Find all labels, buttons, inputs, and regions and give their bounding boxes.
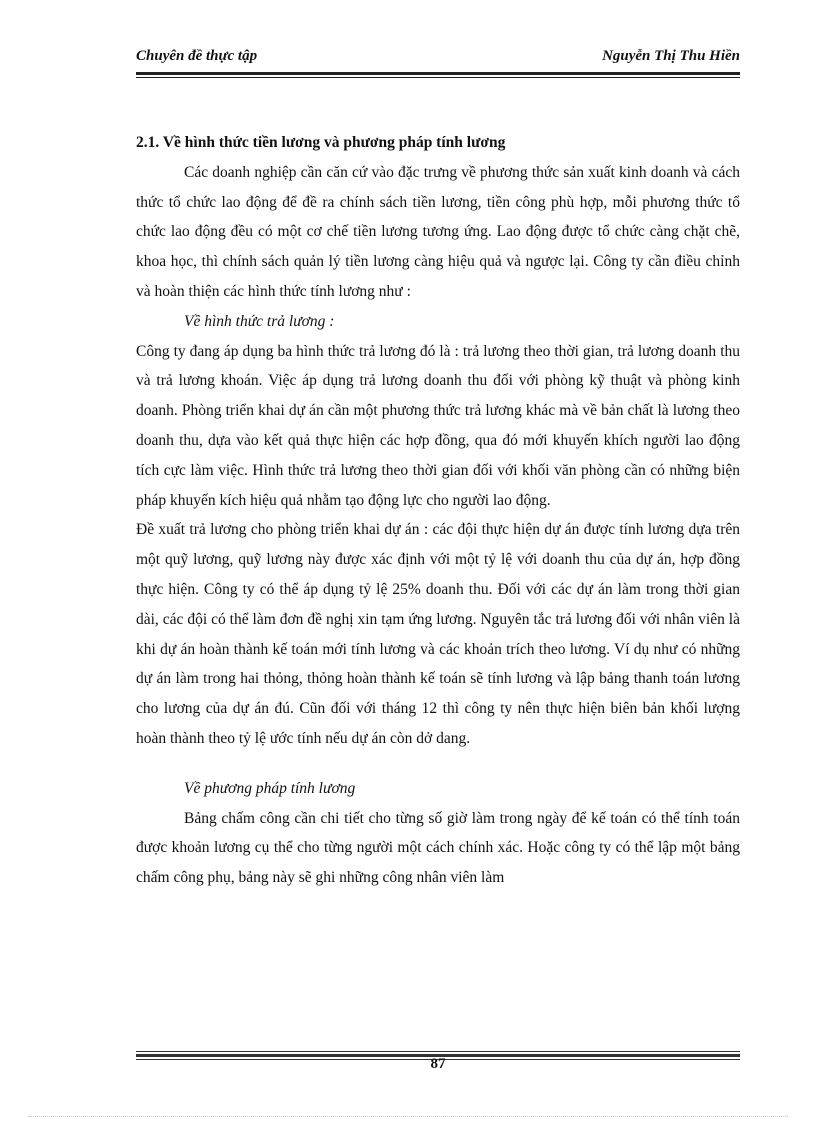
- document-body: [136, 128, 740, 893]
- paragraph-proposal: Đề xuất trả lương cho phòng triển khai dự án : các đội thực hiện dự án được tính lương dựa trên một quỹ lương, quỹ lương này được xác định với một tỷ lệ với doanh thu của dự án, hợp đồng thực hiện. Công ty có thể áp dụng tỷ lệ 25% doanh thu. Đối với các dự án làm trong thời gian dài, các đội có thể làm đơn đề nghị xin tạm ứng lương. Nguyên tắc trả lương đối với nhân viên là khi dự án hoàn thành kế toán mới tính lương và các khoản trích theo lương. Ví dụ như có những dự án làm trong hai thỏng, thỏng hoàn thành kế toán sẽ tính lương và lập bảng thanh toán lương cho lương của dự án đú. Cũn đối với tháng 12 thì công ty nên thực hiện biên bản khối lượng hoàn thành theo tỷ lệ ước tính nếu dự án còn dở dang.: [136, 521, 740, 747]
- page-number: 87: [430, 1056, 446, 1072]
- intro-paragraph: Các doanh nghiệp cần căn cứ vào đặc trưng về phương thức sản xuất kinh doanh và cách thức tổ chức lao động để đề ra chính sách tiền lương, tiền công phù hợp, mỗi phương thức tổ chức lao động đều có một cơ chế tiền lương tương ứng. Lao động được tổ chức càng chặt chẽ, khoa học, thì chính sách quản lý tiền lương càng hiệu quả và ngược lại. Công ty cần điều chỉnh và hoàn thiện các hình thức tính lương như :: [136, 163, 740, 300]
- header-left-title: Chuyên đề thực tập: [136, 48, 258, 64]
- page-bottom-dotted-line: [28, 1116, 788, 1117]
- section-heading: 2.1. Về hình thức tiền lương và phương pháp tính lương: [136, 134, 506, 151]
- header-author: Nguyễn Thị Thu Hiền: [602, 48, 740, 64]
- header-rule-thin: [136, 77, 740, 78]
- paragraph-calculation-method: Bảng chấm công cần chi tiết cho từng số giờ làm trong ngày để kế toán có thể tính toán được khoản lương cụ thể cho từng người một cách chính xác. Hoặc công ty có thể lập một bảng chấm công phụ, bảng này sẽ ghi những công nhân viên làm: [136, 809, 740, 887]
- subheading-calculation-method: Về phương pháp tính lương: [184, 779, 356, 797]
- paragraph-payment-forms: Công ty đang áp dụng ba hình thức trả lương đó là : trả lương theo thời gian, trả lương doanh thu và trả lương khoán. Việc áp dụng trả lương doanh thu đối với phòng kỹ thuật và phòng kinh doanh. Phòng triển khai dự án cần một phương thức trả lương khác mà về bản chất là lương theo doanh thu, dựa vào kết quả thực hiện các hợp đồng, qua đó mới khuyến khích người lao động tích cực làm việc. Hình thức trả lương theo thời gian đối với khối văn phòng cần có những biện pháp khuyến kích hiệu quả nhằm tạo động lực cho người lao động.: [136, 342, 740, 509]
- paragraph-gap: [136, 754, 740, 774]
- page-header: [136, 48, 740, 70]
- footer-rule: [136, 1051, 740, 1052]
- header-rule: [136, 72, 740, 75]
- subheading-payment-forms: Về hình thức trả lương :: [184, 312, 335, 330]
